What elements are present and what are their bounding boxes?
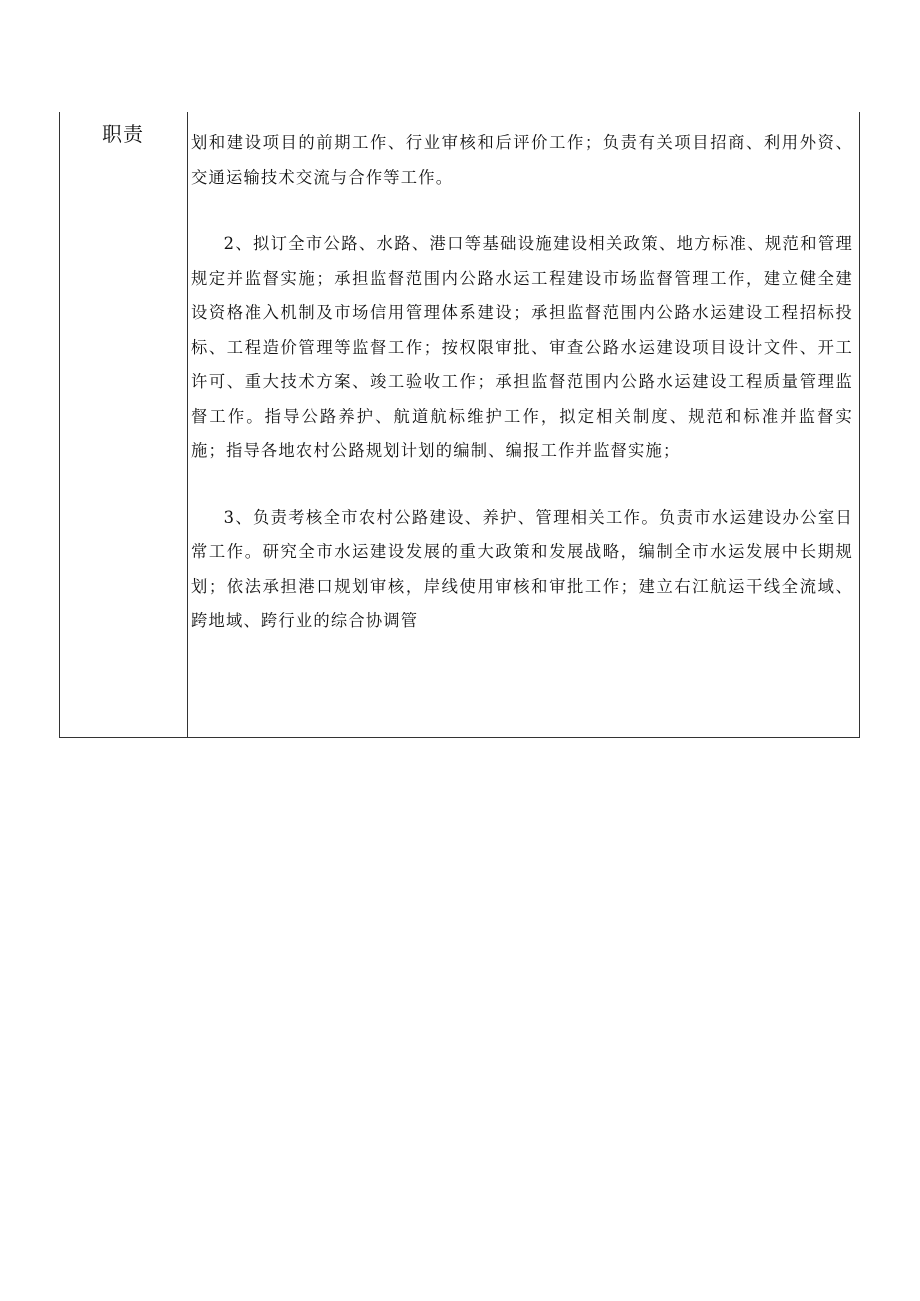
paragraph-1: 划和建设项目的前期工作、行业审核和后评价工作；负责有关项目招商、利用外资、交通运输技术交流与合作等工作。: [191, 133, 853, 187]
content-cell: [188, 112, 859, 737]
duties-table: [59, 112, 860, 738]
label-cell: [60, 112, 188, 737]
duties-label: 职责: [102, 122, 144, 146]
paragraph-3: 3、负责考核全市农村公路建设、养护、管理相关工作。负责市水运建设办公室日常工作。研究全市水运建设发展的重大政策和发展战略，编制全市水运发展中长期规划；依法承担港口规划审核，岸线使用审核和审批工作；建立右江航运干线全流域、跨地域、跨行业的综合协调管: [191, 507, 853, 630]
paragraph-2: 2、拟订全市公路、水路、港口等基础设施建设相关政策、地方标准、规范和管理规定并监督实施；承担监督范围内公路水运工程建设市场监督管理工作，建立健全建设资格准入机制及市场信用管理体系建设；承担监督范围内公路水运建设工程招标投标、工程造价管理等监督工作；按权限审批、审查公路水运建设项目设计文件、开工许可、重大技术方案、竣工验收工作；承担监督范围内公路水运建设工程质量管理监督工作。指导公路养护、航道航标维护工作，拟定相关制度、规范和标准并监督实施；指导各地农村公路规划计划的编制、编报工作并监督实施；: [191, 234, 853, 460]
